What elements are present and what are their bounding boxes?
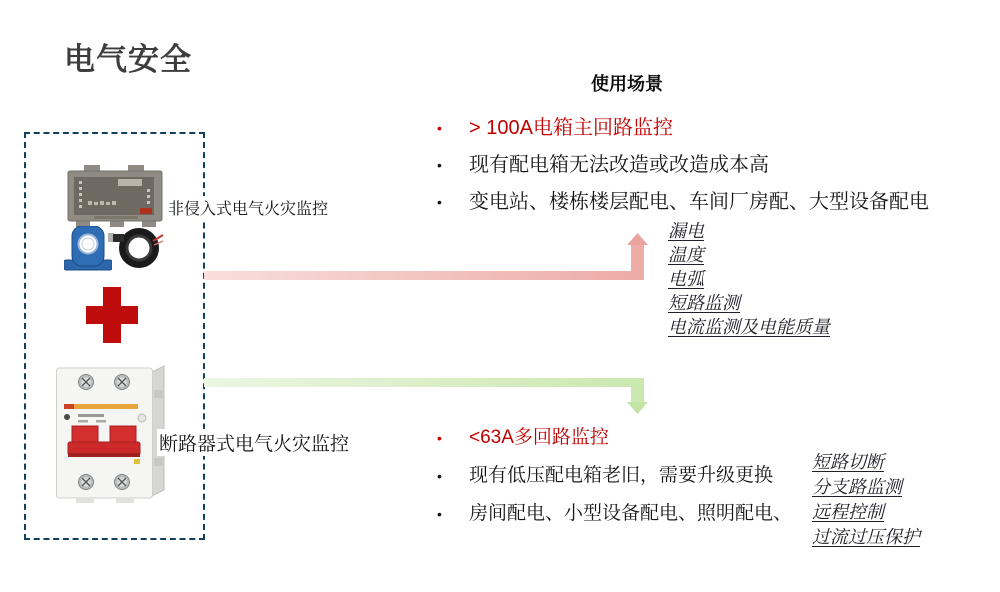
cable-coil-image (108, 226, 164, 270)
bullet-item (430, 147, 995, 184)
bullet-dot: • (437, 157, 442, 173)
screw-top-right (115, 375, 130, 390)
feature-item: 分支路监测 (812, 477, 902, 498)
bullet-dot: • (437, 430, 442, 446)
page-title: 电气安全 (64, 42, 192, 77)
bullet-text: 房间配电、小型设备配电、照明配电、 (469, 503, 793, 524)
green-arrow (204, 375, 652, 419)
bullet-dot: • (437, 468, 442, 484)
scenario-top-bullets (430, 110, 995, 221)
screw-bottom-left (79, 475, 94, 490)
ct-clamp-image (64, 226, 112, 272)
bullet-dot: • (437, 194, 442, 210)
section-header: 使用场景 (591, 74, 663, 94)
bullet-text: > 100A电箱主回路监控 (469, 117, 673, 139)
feature-item: 电弧 (668, 269, 704, 290)
plus-icon (86, 287, 138, 343)
bullet-item (430, 110, 995, 147)
product-label-breaker: 断路器式电气火灾监控 (157, 429, 351, 456)
feature-item: 短路监测 (668, 293, 740, 314)
feature-item: 温度 (668, 245, 704, 266)
screw-top-left (79, 375, 94, 390)
bullet-text: 现有配电箱无法改造或改造成本高 (469, 154, 769, 176)
feature-item: 电流监测及电能质量 (668, 317, 830, 338)
feature-item: 漏电 (668, 221, 704, 242)
screw-bottom-right (115, 475, 130, 490)
feature-list-top (668, 220, 830, 340)
pink-arrow (204, 229, 652, 283)
breaker-image (56, 362, 168, 504)
feature-item: 远程控制 (812, 502, 884, 523)
din-monitor-image (66, 165, 166, 229)
product-label-non-invasive: 非侵入式电气火灾监控 (166, 196, 330, 219)
feature-item: 短路切断 (812, 452, 884, 473)
bullet-text: <63A多回路监控 (469, 427, 609, 448)
feature-list-bottom (812, 450, 920, 550)
bullet-text: 变电站、楼栋楼层配电、车间厂房配、大型设备配电 (469, 191, 929, 213)
bullet-text: 现有低压配电箱老旧，需要升级更换 (469, 465, 774, 486)
bullet-dot: • (437, 506, 442, 522)
bullet-dot: • (437, 120, 442, 136)
feature-item: 过流过压保护 (812, 527, 920, 548)
bullet-item (430, 184, 995, 221)
